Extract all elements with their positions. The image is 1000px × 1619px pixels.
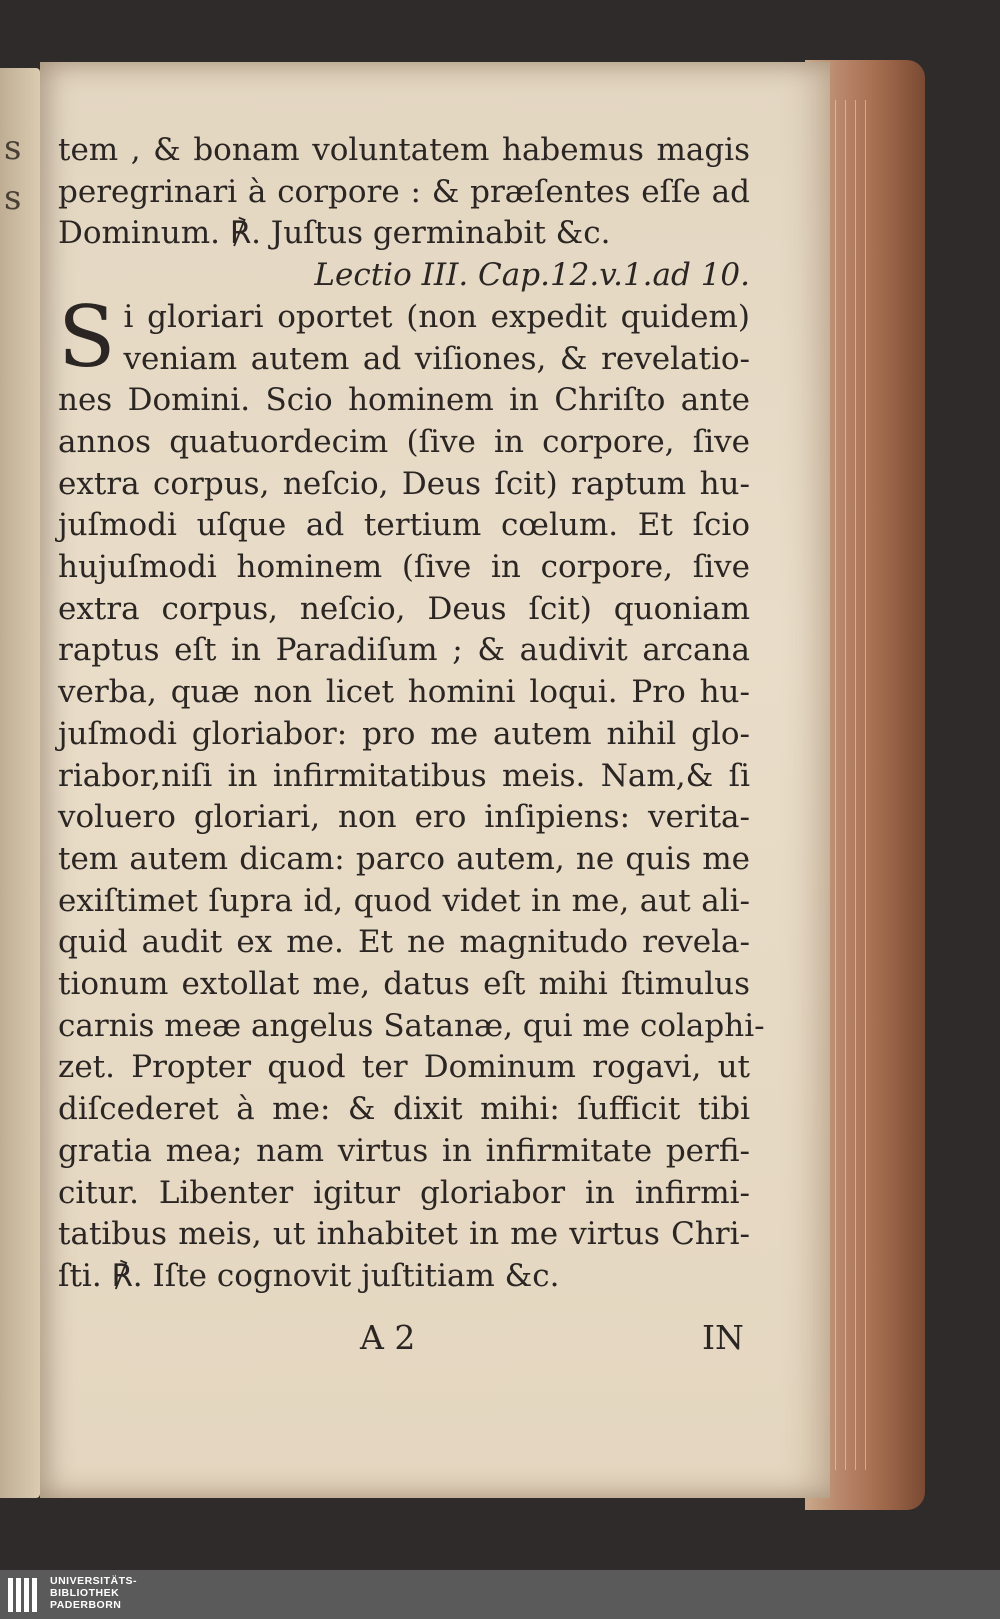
- facing-page-edge: [0, 68, 40, 1498]
- text-line: verba, quæ non licet homini loqui. Pro hu-: [58, 674, 750, 711]
- text-line: zet. Propter quod ter Dominum rogavi, ut: [58, 1049, 750, 1086]
- text-line: tem , & bonam voluntatem habemus magis: [58, 132, 750, 168]
- text-line: quid audit ex me. Et ne magnitudo revela-: [58, 924, 750, 961]
- text-line: juſmodi uſque ad tertium cœlum. Et ſcio: [58, 507, 750, 544]
- text-line: extra corpus, neſcio, Deus ſcit) raptum hu-: [58, 465, 750, 502]
- text-line: exiſtimet ſupra id, quod videt in me, aut ali-: [58, 882, 750, 919]
- facing-page-mark: s: [4, 178, 22, 218]
- lectio-heading: Lectio III. Cap.12.v.1.ad 10.: [314, 257, 750, 294]
- library-logo-icon: [8, 1578, 38, 1612]
- catchword: IN: [702, 1318, 744, 1357]
- text-line: juſmodi gloriabor: pro me autem nihil glo-: [58, 715, 750, 752]
- text-line: annos quatuordecim (ſive in corpore, ſive: [58, 423, 750, 460]
- text-line: tem autem dicam: parco autem, ne quis me: [58, 840, 750, 877]
- text-line: carnis meæ angelus Satanæ, qui me colaphi-: [58, 1007, 765, 1044]
- text-line: tatibus meis, ut inhabitet in me virtus Chri-: [58, 1216, 750, 1253]
- library-name: UNIVERSITÄTS- BIBLIOTHEK PADERBORN: [50, 1575, 138, 1611]
- text-line: gratia mea; nam virtus in infirmitate perfi-: [58, 1132, 750, 1169]
- facing-page-mark: s: [4, 128, 22, 168]
- text-line: raptus eſt in Paradiſum ; & audivit arcana: [58, 632, 750, 669]
- page-footer: [0, 1318, 1000, 1368]
- drop-capital: S: [58, 287, 116, 386]
- text-line: hujuſmodi hominem (ſive in corpore, ſive: [58, 549, 750, 586]
- text-line: voluero gloriari, non ero inſipiens: verita-: [58, 799, 750, 836]
- text-line: tionum extollat me, datus eſt mihi ſtimulus: [58, 966, 750, 1003]
- text-line: veniam autem ad viſiones, & revelatio-: [123, 340, 750, 377]
- page-text: [58, 130, 765, 1298]
- text-line: nes Domini. Scio hominem in Chriſto ante: [58, 382, 750, 419]
- text-line: peregrinari à corpore : & præſentes eſſe ad: [58, 173, 750, 210]
- text-line: diſcederet à me: & dixit mihi: ſufficit tibi: [58, 1091, 750, 1128]
- text-line: Dominum. ℟. Juſtus germinabit &c.: [58, 215, 611, 252]
- text-line: extra corpus, neſcio, Deus ſcit) quoniam: [58, 590, 750, 627]
- text-line: ſti. ℟. Iſte cognovit juſtitiam &c.: [58, 1257, 560, 1294]
- text-line: citur. Libenter igitur gloriabor in infirmi-: [58, 1174, 750, 1211]
- text-line: riabor,niſi in infirmitatibus meis. Nam,& ſi: [58, 757, 750, 794]
- signature-mark: A 2: [360, 1318, 416, 1357]
- text-line: i gloriari oportet (non expedit quidem): [123, 298, 750, 335]
- library-footer-bar: [0, 1570, 1000, 1619]
